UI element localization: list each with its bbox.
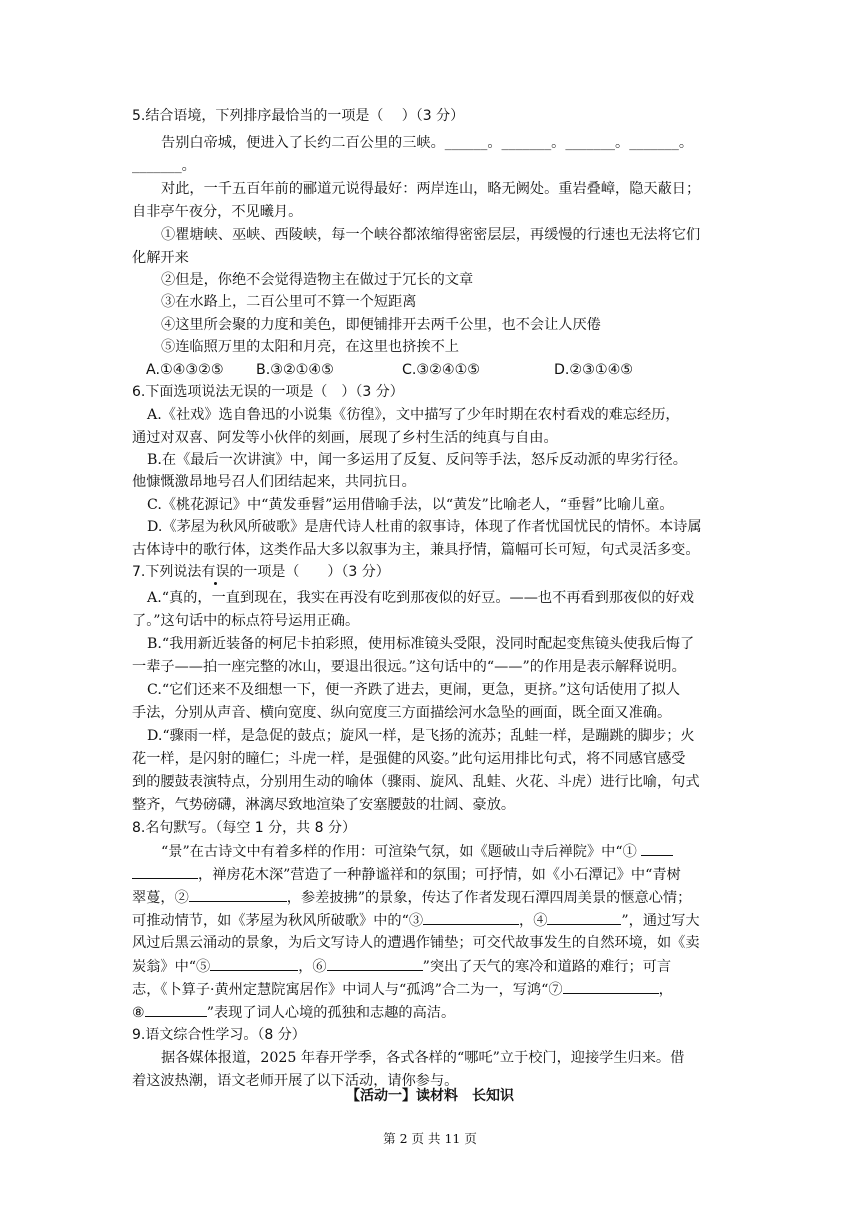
q5-passage-line: 对此，一千五百年前的郦道元说得最好：两岸连山，略无阙处。重岩叠嶂，隐天蔽日； [161,181,701,197]
q5-option-a[interactable]: A.①④③②⑤ [146,362,224,378]
question-5-title: 5.结合语境，下列排序最恰当的一项是（ ）（3 分） [132,108,465,124]
q5-sentence-2: ②但是，你绝不会觉得造物主在做过于冗长的文章 [161,272,474,288]
q5-passage-line: 自非亭午夜分，不见曦月。 [132,204,303,220]
q6-option-a-cont: 通过对双喜、阿发等小伙伴的刻画，展现了乡村生活的纯真与自由。 [132,430,558,446]
q8-text: 翠蔓，② [132,890,189,906]
q7-option-a: A.“真的，一直到现在，我实在再没有吃到那夜似的好豆。——也不再看到那夜似的好戏 [147,590,694,606]
q8-text-line [132,1002,732,1023]
q6-option-b: B.在《最后一次讲演》中，闻一多运用了反复、反问等手法，怒斥反动派的卑劣行径。 [147,452,687,468]
q8-text: ”，通过写大 [621,913,700,929]
q6-option-c: C.《桃花源记》中“黄发垂髫”运用借喻手法，以“黄发”比喻老人，“垂髫”比喻儿童。 [147,497,674,513]
q8-text: 志，《卜算子·黄州定慧院寓居作》中词人与“孤鸿”合二为一，写鸿“⑦ [132,982,563,998]
q8-text: ，④ [519,913,548,929]
q5-sentence-3: ③在水路上，二百公里可不算一个短距离 [161,294,417,310]
q7-emphasis: 有误 [201,564,230,580]
q8-text: ，⑥ [298,959,327,975]
q8-text-line [132,910,732,931]
q5-option-d[interactable]: D.②③①④⑤ [554,362,634,378]
q8-text-line [132,979,732,1000]
blank-3[interactable] [423,910,519,925]
q8-text: ，参差披拂”的景象，传达了作者发现石潭四周美景的惬意心情； [286,890,692,906]
q5-sentence-4: ④这里所会聚的力度和美色，即便铺排开去两千公里，也不会让人厌倦 [161,317,601,333]
q7-option-a-cont: 了。”这句话中的标点符号运用正确。 [132,613,360,629]
q5-passage-line: _______。 [132,158,196,174]
q5-sentence-1: ①瞿塘峡、巫峡、西陵峡，每一个峡谷都浓缩得密密层层，再缓慢的行速也无法将它们 [161,227,701,243]
q7-option-d: D.“骤雨一样，是急促的鼓点；旋风一样，是飞扬的流苏；乱蛙一样，是蹦跳的脚步；火 [147,728,695,744]
blank-6[interactable] [327,956,423,971]
q9-text-line: 据各媒体报道，2025 年春开学季，各式各样的“哪吒”立于校门，迎接学生归来。借 [161,1050,685,1066]
question-7-title [132,562,732,582]
blank-1-cont[interactable] [132,864,198,879]
q6-option-a: A.《社戏》选自鲁迅的小说集《彷徨》，文中描写了少年时期在农村看戏的难忘经历， [147,407,680,423]
q6-option-b-cont: 他慷慨激昂地号召人们团结起来，共同抗日。 [132,474,416,490]
question-8-title: 8.名句默写。（每空 1 分，共 8 分） [132,820,356,836]
blank-4[interactable] [547,910,621,925]
q7-title-pre: 7.下列说法 [132,564,202,580]
q8-text-line [132,864,732,885]
page-footer: 第 2 页 共 11 页 [383,1131,477,1146]
q5-sentence-1-cont: 化解开来 [132,250,189,266]
q5-passage-line: 告别白帝城，便进入了长约二百公里的三峡。______。_______。_______。_______。 [161,135,694,151]
q8-text-line [132,887,732,908]
q8-text: ”表现了词人心境的孤独和志趣的高洁。 [206,1005,456,1021]
blank-7[interactable] [563,979,659,994]
q7-title-post: 的一项是（ ）（3 分） [229,564,390,580]
q7-option-b-cont: 一辈子——拍一座完整的冰山，要退出很远。”这句话中的“——”的作用是表示解释说明。 [132,659,686,675]
q8-text: 可推动情节，如《茅屋为秋风所破歌》中的“③ [132,913,424,929]
q7-option-d-cont: 整齐，气势磅礴，淋漓尽致地渲染了安塞腰鼓的壮阔、豪放。 [132,797,516,813]
q6-option-d: D.《茅屋为秋风所破歌》是唐代诗人杜甫的叙事诗，体现了作者忧国忧民的情怀。本诗属 [147,519,702,535]
q7-option-b: B.“我用新近装备的柯尼卡拍彩照，使用标准镜头受限，没同时配起变焦镜头使我后悔了 [147,636,695,652]
q5-option-b[interactable]: B.③②①④⑤ [256,362,334,378]
q8-text: ， [658,982,673,998]
question-9-title: 9.语文综合性学习。（8 分） [132,1027,306,1043]
q8-text: ，禅房花木深”营造了一种静谧祥和的氛围；可抒情，如《小石潭记》中“青树 [198,867,681,883]
q8-text-line: 风过后黑云涌动的景象，为后文写诗人的遭遇作铺垫；可交代故事发生的自然环境，如《卖 [132,935,700,951]
q5-option-c[interactable]: C.③②④①⑤ [402,362,481,378]
q7-option-d-cont: 花一样，是闪射的瞳仁；斗虎一样，是强健的风姿。”此句运用排比句式，将不同感官感受 [132,751,686,767]
q6-option-d-cont: 古体诗中的歌行体，这类作品大多以叙事为主，兼具抒情，篇幅可长可短，句式灵活多变。 [132,542,700,558]
q8-text: 炭翁》中“⑤ [132,959,211,975]
q5-options [146,360,746,380]
q9-text-line: 着这波热潮，语文老师开展了以下活动，请你参与。 [132,1073,459,1089]
blank-8[interactable] [145,1002,207,1017]
q8-text-line [132,956,732,977]
blank-5[interactable] [210,956,298,971]
blank-2[interactable] [189,887,287,902]
q8-text: ”突出了天气的寒冷和道路的难行；可言 [422,959,672,975]
q5-sentence-5: ⑤连临照万里的太阳和月亮，在这里也挤挨不上 [161,339,459,355]
activity-heading: 【活动一】读材料 长知识 [346,1088,514,1104]
question-6-title: 6.下面选项说法无误的一项是（ ）（3 分） [132,384,404,400]
q8-text: “景”在古诗文中有着多样的作用：可渲染气氛，如《题破山寺后禅院》中“① [161,844,637,860]
q8-text: ⑧ [132,1005,145,1021]
q8-text-line [161,841,761,862]
q7-option-c: C.“它们还来不及细想一下，便一齐跌了进去，更闹，更急，更挤。”这句话使用了拟人 [147,682,681,698]
q7-option-c-cont: 手法，分别从声音、横向宽度、纵向宽度三方面描绘河水急坠的画面，既全面又准确。 [132,705,672,721]
blank-1[interactable] [641,841,673,856]
q7-option-d-cont: 到的腰鼓表演特点，分别用生动的喻体（骤雨、旋风、乱蛙、火花、斗虎）进行比喻，句式 [132,774,700,790]
